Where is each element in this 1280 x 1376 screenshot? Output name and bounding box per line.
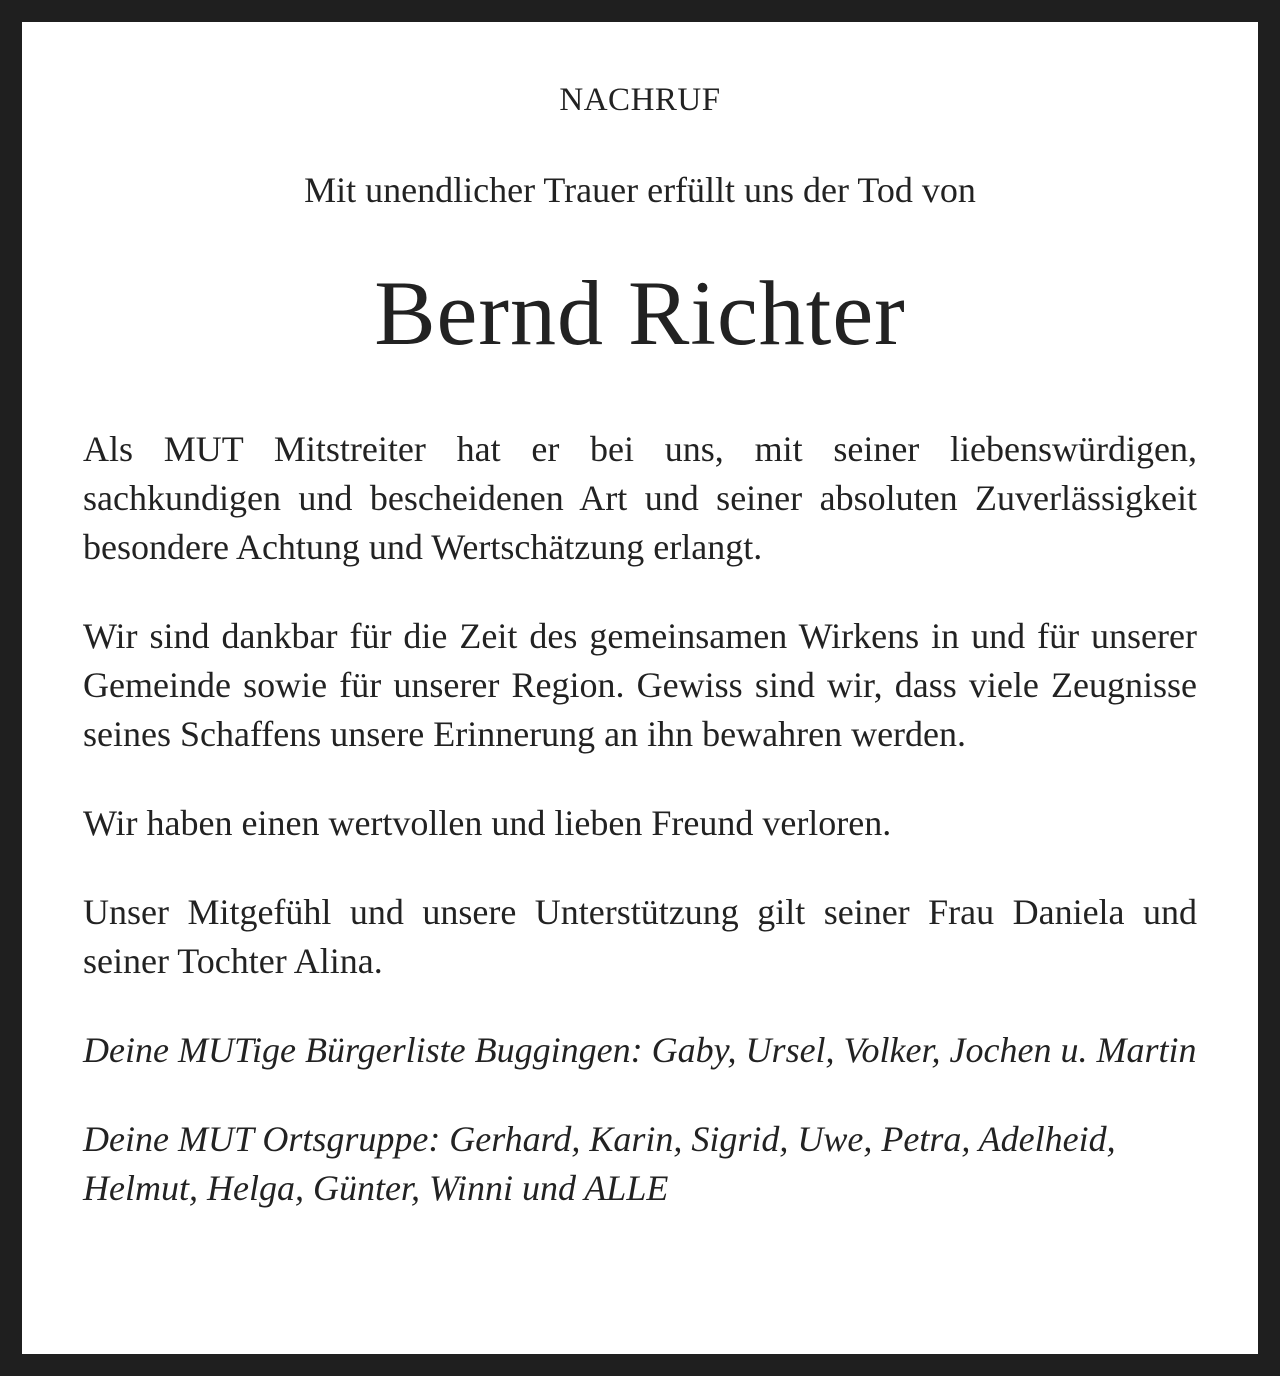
paragraph-loss: Wir haben einen wertvollen und lieben Freund verloren. [83, 803, 892, 843]
obituary-notice [22, 22, 1258, 1354]
signature-ortsgruppe: Deine MUT Ortsgruppe: Gerhard, Karin, Sigrid, Uwe, Petra, Adelheid, Helmut, Helga, Günter, Winni und ALLE [83, 1119, 1116, 1208]
paragraph-gratitude: Wir sind dankbar für die Zeit des gemeinsamen Wirkens in und für unserer Gemeinde sowie für unserer Region. Gewiss sind wir, dass viele Zeugnisse seines Schaffens unsere Erinnerung an ihn bewahren werden. [83, 616, 1197, 754]
notice-body [83, 425, 1197, 1253]
notice-heading: NACHRUF [559, 82, 721, 118]
signature-buergerliste: Deine MUTige Bürgerliste Buggingen: Gaby, Ursel, Volker, Jochen u. Martin [83, 1030, 1197, 1070]
paragraph-tribute: Als MUT Mitstreiter hat er bei uns, mit seiner liebenswürdigen, sachkundigen und bescheidenen Art und seiner absoluten Zuverlässigkeit besondere Achtung und Wertschätzung erlangt. [83, 429, 1197, 567]
deceased-name: Bernd Richter [374, 262, 906, 364]
paragraph-condolence: Unser Mitgefühl und unsere Unterstützung gilt seiner Frau Daniela und seiner Tochter Alina. [83, 892, 1197, 981]
intro-line: Mit unendlicher Trauer erfüllt uns der Tod von [304, 170, 976, 210]
